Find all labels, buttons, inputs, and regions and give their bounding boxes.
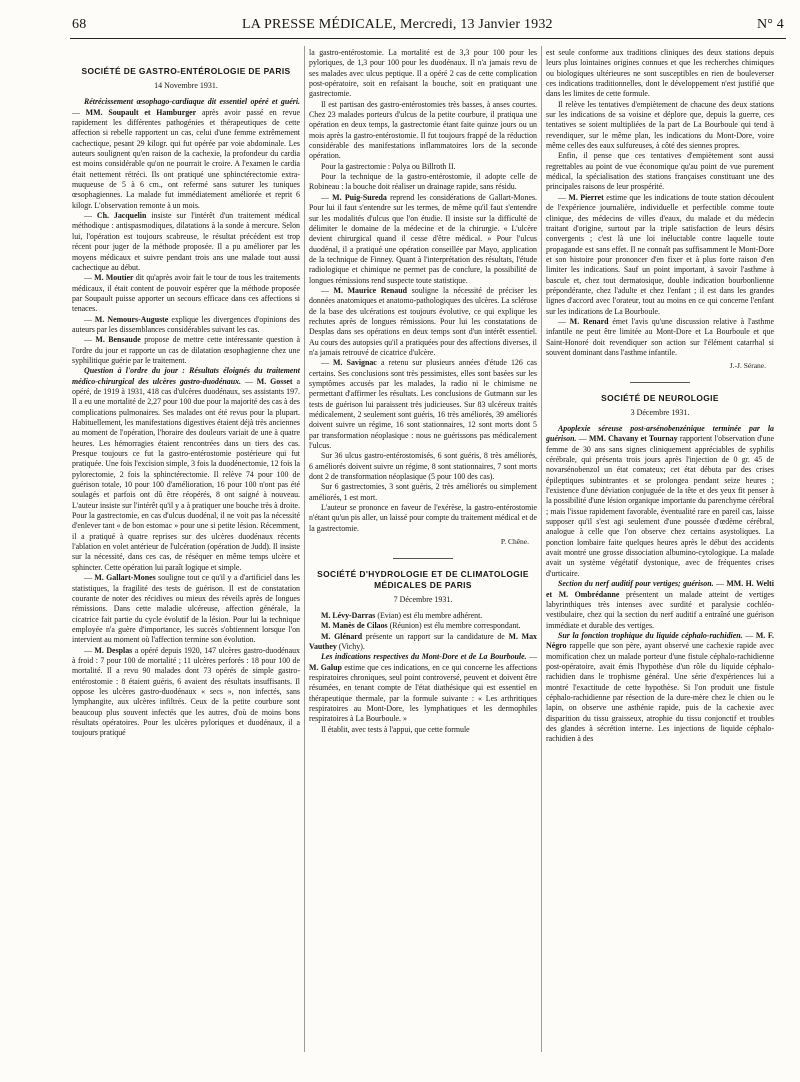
paragraph: — M. Renard émet l'avis qu'une discussion relative à l'asthme infantile ne peut être limitée au Mont-Dore et La Bourboule et que Saint-Honoré doit revendiquer son action sur l'élément catarrhal si souvent dominant dans l'asthme infantile. <box>546 316 774 357</box>
author-name: MM. H. Welti et M. Ombrédanne <box>546 579 774 599</box>
paragraph: — M. Nemours-Auguste explique les divergences d'opinions des auteurs par les dissemblances considérables suivant les cas. <box>72 314 300 334</box>
paragraph: Pour la technique de la gastro-entérostomie, il adopte celle de Robineau : la bouche doit réaliser un drainage rapide, sans résidu. <box>309 172 537 192</box>
author-name: M. Desplas <box>94 645 133 655</box>
issue-number: N° 4 <box>756 17 784 32</box>
paragraph: Sur 6 gastrectomies, 3 sont guéris, 2 très améliorés ou simplement améliorés, 1 est mort. <box>309 482 537 502</box>
section-title: SOCIÉTÉ DE NEUROLOGIE <box>601 392 719 403</box>
author-name: MM. Chavany et Tournay <box>588 434 678 444</box>
paragraph-text: estime que les indications de toute station découlent de l'expérience journalière, individuelle et perfectible comme toute clinique, des médecins de villes d'eaux, du malade et du médecin traitant d'origine, surtout par la triple satisfaction de leurs désirs convergents ; c'est là une loi inéluctable contre laquelle toute propagande est sans effet. Il ne connaît pas suffisamment le Mont-Dore et son histoire pour prononcer d'en fixer et à plus forte raison d'en limiter les indications. Sauf un point important, à savoir l'asthme à bascule et, chez tout dermatosique, double indication bourbonlienne prépondérante, chez l'adulte et chez l'enfant ; il est dans les grandes lignes d'accord avec l'orateur, tout au moins en ce qui concerne l'enfant sur les indications de La Bourboule. <box>546 192 774 316</box>
author-name: M. Galup <box>309 662 342 672</box>
paragraph: — M. Moutier dit qu'après avoir fait le tour de tous les traitements médicaux, il était content de pouvoir espérer que la méthode proposée par Soupault puisse apporter un secours efficace dans ces affections si tenaces. <box>72 273 300 314</box>
author-name: M. Nemours-Auguste <box>94 314 169 324</box>
paragraph: — M. Puig-Sureda reprend les considérations de Gallart-Mones. Pour lui il faut s'entendre sur les termes, de même qu'il faut s'entendre sur les modalités d'ulcus que l'on étudie. Il insiste sur la difficulté de délimiter le domaine de la médecine et de la chirurgie. « L'ulcère devient chirurgical quand il cesse d'être médical. » Pour l'ulcus duodénal, il a pratiqué une opération conseillée par Mayo, application de la technique de Finney. Quant à l'interprétation des résultats, l'étude radiologique et chimique ne permet pas de conclure, la possibilité de longues rémissions rend suspecte toute statistique. <box>309 192 537 285</box>
author-name: M. Lévy-Darras <box>321 610 376 620</box>
author-name: M. Gallart-Mones <box>94 573 156 583</box>
author-name: M. Bensaude <box>95 335 141 345</box>
paragraph: Il relève les tentatives d'empiètement de chacune des deux stations sur les indications de sa voisine et déplore que, depuis la guerre, ces tentatives se soient multipliées de la part de La Bourboule qui tend à revendiquer, sur le même plan, les indications du Mont-Dore, voire même celles des eaux sulfureuses, à côté des siennes propres. <box>546 99 774 151</box>
column-right <box>546 48 774 745</box>
author-name: M. Renard <box>569 316 609 326</box>
column-divider <box>304 46 305 1052</box>
paragraph-text: insiste sur l'intérêt d'un traitement médical méthodique : antispasmodiques, dilatations à la sonde à mercure. Selon lui, l'opération est toujours scabreuse, le résultat précédent est trop récent pour juger de la méthode proposée. Il a pu améliorer par les moyens médicaux et suivre pendant trois ans une malade tout aussi cachectique au début. <box>72 211 300 272</box>
column-left <box>72 48 300 739</box>
paragraph <box>309 621 537 631</box>
paragraph-text: (Evian) est élu membre adhérent. <box>377 610 483 620</box>
paragraph-text: estime que ces indications, en ce qui concerne les affections respiratoires chroniques, seul point controversé, peuvent et doivent être résumées, en tenant compte de l'état diathésique qui est essentiel en thérapeutique thermale, par la formule suivante : « Les arthritiques respiratoires au Mont-Dore, les lymphatiques et les dermophiles respiratoires à La Bourboule. » <box>309 662 537 724</box>
section-separator <box>630 382 690 383</box>
page-header <box>72 17 784 35</box>
author-name: M. Moutier <box>94 273 134 283</box>
paragraph: Sur la fonction trophique du liquide céphalo-rachidien. — M. F. Négro rappelle que son père, ayant observé une cachexie rapide avec momification chez un malade porteur d'une fistule céphalo-rachidienne post-opératoire, avait émis l'hypothèse d'un rôle du liquide céphalo-rachidien dans le trophisme général. Une série d'expériences lui a montré l'exactitude de cette hypothèse. Si l'on produit une fistule céphalo-rachidienne par résection de la dure-mère chez le chien ou le lapin, on observe une asthénie rapide, puis de la cachexie avec disparition du tissu graisseux, atrophie du tissu conjonctif et troubles des glandes à sécrétion interne. Les injections de liquide céphalo-rachidien à des <box>546 630 774 744</box>
paragraph: — M. Savignac a retenu sur plusieurs années d'étude 126 cas certains. Ses conclusions sont très pessimistes, elles sont basées sur les symptômes accusés par les malades, la radio ni le chimisme ne permettant d'affirmer les résultats. Les conclusions de Gutmann sur les tests de guérison lui paraissent très judicieuses. Sur 83 ulcéreux traités médicalement, 2 seulement sont guéris, 16 très améliorés, 39 améliorés doivent suivre un régime, 16 sont stationnaires, 12 sont morts dont 5 par transformation néoplasique : nous ne guérissons pas médicalement l'ulcus. <box>309 358 537 451</box>
page-number: 68 <box>72 17 87 32</box>
paragraph-text: (Vichy). <box>338 641 365 651</box>
paragraph-text: souligne tout ce qu'il y a d'artificiel dans les statistiques, la fragilité des tests de guérison. Il est de constatation courante de noter des récidives ou mieux des réveils après de longues rémissions. Dans cette maladie ulcéreuse, affection générale, la cicatrice fait partie du cycle évolutif de la lésion. Pour lui la technique employée n'a guère d'importance, les succès s'obtiennent lorsque l'on intervient au moment où l'affection termine son évolution. <box>72 573 301 645</box>
author-name: M. Max Vauthey <box>309 631 537 651</box>
paragraph-text: souligne la nécessité de préciser les données anatomiques et anatomo-pathologiques des ulcères. La sclérose de la base des ulcérations est toujours évolutive, ce qui explique les rechutes après de longues rémissions. Pour lui les constatations de Desplas dans ses opérations en deux temps sont d'un intérêt essentiel. Au cours des autopsies qu'il a pratiquées pour des affections diverses, il n'a jamais retrouvé de cicatrice d'ulcère. <box>309 285 537 357</box>
communication-title: Section du nerf auditif pour vertiges; guérison. <box>558 579 714 589</box>
author-name: M. F. Négro <box>546 630 774 651</box>
paragraph: Les indications respectives du Mont-Dore et de La Bourboule. — M. Galup estime que ces indications, en ce qui concerne les affections respiratoires chroniques, seul point controversé, peuvent et doivent être résumées, en tenant compte de l'état diathésique qui est essentiel en thérapeutique thermale, par la formule suivante : « Les arthritiques respiratoires au Mont-Dore, les lymphatiques et les dermophiles respiratoires à La Bourboule. » <box>309 652 537 724</box>
author-name: M. Maurice Renaud <box>333 285 408 295</box>
paragraph-text: explique les divergences d'opinions des auteurs par les dissemblances considérables suivant les cas. <box>72 314 300 334</box>
column-divider <box>541 46 542 1052</box>
paragraph-text: émet l'avis qu'une discussion relative à l'asthme infantile ne peut être limitée au Mont-Dore et La Bourboule et que Saint-Honoré doit revendiquer son action sur l'élément catarrhal si souvent dominant dans l'asthme infantile. <box>546 316 774 357</box>
section-title: SOCIÉTÉ D'HYDROLOGIE ET DE CLIMATOLOGIE MÉDICALES DE PARIS <box>317 568 529 590</box>
paragraph-text: (Réunion) est élu membre correspondant. <box>389 621 521 631</box>
paragraph-text: rappelle que son père, ayant observé une cachexie rapide avec momification chez un malade porteur d'une fistule céphalo-rachidienne post-opératoire, avait émis l'hypothèse d'un rôle du liquide céphalo-rachidien dans le trophisme général. Une série d'expériences lui a montré l'exactitude de cette hypothèse. Si l'on produit une fistule céphalo-rachidienne par résection de la dure-mère chez le chien ou le lapin, on observe une asthénie rapide, puis de la cachexie avec disparition du tissu graisseux, atrophie du tissu conjonctif et troubles des glandes à sécrétion interne. Les injections de liquide céphalo-rachidien à des <box>546 641 774 744</box>
section-title: SOCIÉTÉ DE GASTRO-ENTÉROLOGIE DE PARIS <box>81 66 291 76</box>
signature: P. Chêne. <box>500 537 529 547</box>
paragraph: — M. Pierret estime que les indications de toute station découlent de l'expérience journalière, individuelle et perfectible comme toute clinique, des médecins de villes d'eaux, du malade et du médecin traitant d'origine, surtout par la triple satisfaction de leurs désirs convergents ; c'est là une loi inéluctable contre laquelle toute propagande est sans effet. Il ne connaît pas suffisamment le Mont-Dore et son histoire pour prononcer d'en fixer et à plus forte raison d'en limiter les indications. Sauf un point important, à savoir l'asthme à bascule et, chez tout dermatosique, double indication bourbonlienne prépondérante, chez l'adulte et chez l'enfant ; il est dans les grandes lignes d'accord avec l'orateur, tout au moins en ce qui concerne l'enfant sur les indications de La Bourboule. <box>546 192 774 316</box>
communication-title: Rétrécissement œsophago-cardiaque dit essentiel opéré et guéri. <box>84 97 300 107</box>
paragraph: Sur 36 ulcus gastro-entérostomisés, 6 sont guéris, 8 très améliorés, 6 améliorés doivent suivre un régime, 8 sont stationnaires, 7 sont morts dont 2 de transformation néoplasique (5 pour 100 des cas). <box>309 451 537 482</box>
column-middle <box>309 48 537 735</box>
author-name: M. Savignac <box>333 358 377 368</box>
author-name: M. Pierret <box>568 192 604 202</box>
paragraph-text: après avoir passé en revue rapidement les différentes pathogénies et thérapeutiques de cette affection si rebelle rapportent un cas, celui d'une femme extrêmement cachectique, pesant 29 kilogr. qui fut opérée par voie abdominale. Les auteurs soulignent qu'en raison de la cachexie, la profondeur du cardia est moins considérable qu'on ne pourrait le croire. A l'examen le cardia était nettement rétréci. Ils ont pratiqué une sphinctérectomie extra-muqueuse de 5 à 6 cm., ont refermé sans suturer les tuniques œsophagiennes. La malade fut immédiatement améliorée et reprit 6 kilogr. L'observation remonte à un mois. <box>72 107 300 210</box>
paragraph-text: a opéré, de 1919 à 1931, 418 cas d'ulcères duodénaux, ses assistants 197. Il a eu une mortalité de 2,27 pour 100 due pour la majorité des cas à des complications pulmonaires. Ses malades ont été revus pour la plupart. Habituellement, les manifestations digestives étaient déjà très anciennes au moment de l'opération, l'horaire des douleurs variait de une à quatre heures. Les hémorragies étaient rencontrées dans un tiers des cas. Presque toujours ce fut la gastro-entérostomie postérieure qui fut pratiquée. Une fois l'excision simple, 3 fois la duodénectomie, 12 fois la pylorectomie, 2 fois la sphinctérectomie. Il relève 74 pour 100 de guérison totale, 10 pour 100 d'amélioration, 16 pour 100 n'ont pas été soulagés et parfois ont dû être réopérés, 8 ont saigné à nouveau. L'auteur insiste sur l'intérêt qu'il y a à pratiquer une bouche très à droite. Pour la gastrectomie, en cas d'ulcus duodénal, il ne voit pas la nécessité d'enlever tant « de bon estomac » pour une si petite lésion. Récemment, il a pratiqué à quatre reprises sur des ulcères duodénaux récents l'ablation en volet antérieur de l'ulcération (opération de Judd). Il insiste sur la nécessité, dans ces cas, de réséquer en même temps ulcère et sphincter. Cette opération lui paraît logique et simple. <box>72 376 301 572</box>
paragraph: L'auteur se prononce en faveur de l'exérèse, la gastro-entérostomie n'étant qu'un pis aller, un laissé pour compte du traitement médical et de la gastrectomie. <box>309 503 537 533</box>
paragraph <box>309 611 537 621</box>
author-name: M. Gosset <box>256 376 293 386</box>
paragraph <box>309 632 537 653</box>
author-name: Ch. Jacquelin <box>96 211 147 221</box>
paragraph: Il est partisan des gastro-entérostomies très basses, à anses courtes. Chez 23 malades porteurs d'ulcus de la petite courbure, il pratiqua une opération en deux temps, la gastrectomie étant faite quinze jours ou un mois après la gastro-entérostomie. Il fut toujours frappé de la réduction considérable des manifestations inflammatoires lors de la seconde opération. <box>309 99 537 161</box>
section-date: 3 Décembre 1931. <box>630 407 690 417</box>
paragraph: Question à l'ordre du jour : Résultats éloignés du traitement médico-chirurgical des ulcères gastro-duodénaux. — M. Gosset a opéré, de 1919 à 1931, 418 cas d'ulcères duodénaux, ses assistants 197. Il a eu une mortalité de 2,27 pour 100 due pour la majorité des cas à des complications pulmonaires. Ses malades ont été revus pour la plupart. Habituellement, les manifestations digestives étaient déjà très anciennes au moment de l'opération, l'horaire des douleurs variait de une à quatre heures. Les hémorragies étaient rencontrées dans un tiers des cas. Presque toujours ce fut la gastro-entérostomie postérieure qui fut pratiquée. Une fois l'excision simple, 3 fois la duodénectomie, 12 fois la pylorectomie, 2 fois la sphinctérectomie. Il relève 74 pour 100 de guérison totale, 10 pour 100 d'amélioration, 16 pour 100 n'ont pas été soulagés et parfois ont dû être réopérés, 8 ont saigné à nouveau. L'auteur insiste sur l'intérêt qu'il y a à pratiquer une bouche très à droite. Pour la gastrectomie, en cas d'ulcus duodénal, il ne voit pas la nécessité d'enlever tant « de bon estomac » pour une si petite lésion. Récemment, il a pratiqué à quatre reprises sur des ulcères duodénaux récents l'ablation en volet antérieur de l'ulcération (opération de Judd). Il insiste sur la nécessité, dans ces cas, de réséquer en même temps ulcère et sphincter. Cette opération lui paraît logique et simple. <box>72 366 301 572</box>
paragraph-text: rapportent l'observation d'une femme de 30 ans sans signes cliniquement appréciables de syphilis cérébrale, qui présenta trois jours après l'injection de 0 gr. 45 de novarsénobenzol un état comateux; cet état débuta par des crises épileptiques subintrantes et se prolongea pendant seize heures ; l'existence d'une déviation conjuguée de la tête et des yeux fit penser à la possibilité d'une lésion organique importante du parenchyme cérébral ; mais l'issue rapidement favorable, éventualité rare en pareil cas, laisse supposer qu'il s'est agi seulement d'une poussée d'œdème cérébral, analogue à celle que l'on observe chez certains asystoliques. La ponction lombaire faite quelques heures après le début des accidents avait montré une grosse dissociation albumino-cytologique. La malade avait un système végétatif dystonique, avec de fréquentes crises d'urticaire. <box>546 434 774 578</box>
section-date: 7 Décembre 1931. <box>393 594 453 604</box>
signature: J.-J. Sérane. <box>729 361 766 371</box>
author-name: M. Manès de Cilaos <box>321 621 388 631</box>
paragraph: Section du nerf auditif pour vertiges; guérison. — MM. H. Welti et M. Ombrédanne présentent un malade atteint de vertiges labyrinthiques très intenses avec surdité et paralysie cochléo-vestibulaire, chez qui la section du nerf auditif a entraîné une guérison immédiate et durable des vertiges. <box>546 579 774 630</box>
paragraph-text: présente un rapport sur la candidature de <box>365 631 505 641</box>
paragraph-text: dit qu'après avoir fait le tour de tous les traitements médicaux, il était content de pouvoir espérer que la méthode proposée par Soupault puisse apporter un secours efficace dans ces affections si tenaces. <box>72 273 300 314</box>
section-date: 14 Novembre 1931. <box>154 81 218 90</box>
paragraph: est seule conforme aux traditions cliniques des deux stations depuis leurs plus lointaines origines connues et que les recherches chimiques ou biologiques ultérieures ne sont susceptibles en rien de bouleverser ces indications traditionnelles, dont le développement n'est justifié que dans les limites de cette formule. <box>546 48 774 99</box>
author-name: M. Glénard <box>321 631 363 641</box>
author-name: MM. Soupault et Hamburger <box>85 107 197 117</box>
section-separator <box>393 558 453 559</box>
header-rule <box>70 38 786 39</box>
paragraph: — Ch. Jacquelin insiste sur l'intérêt d'un traitement médical méthodique : antispasmodiques, dilatations à la sonde à mercure. Selon lui, l'opération est toujours scabreuse, le résultat précédent est trop récent pour juger de la méthode proposée. Il a pu améliorer par les moyens médicaux et suivre pendant trois ans une malade tout aussi cachectique au début. <box>72 211 300 272</box>
paragraph-text: propose de mettre cette intéressante question à l'ordre du jour et rapporte un cas de dilatation œsophagienne chez une syphilitique guérie par le traitement. <box>72 335 300 365</box>
journal-title: LA PRESSE MÉDICALE, Mercredi, 13 Janvier 1932 <box>242 17 553 32</box>
paragraph: — M. Gallart-Mones souligne tout ce qu'il y a d'artificiel dans les statistiques, la fragilité des tests de guérison. Il est de constatation courante de noter des récidives ou mieux des réveils après de longues rémissions. Dans cette maladie ulcéreuse, affection générale, la cicatrice fait partie du cycle évolutif de la lésion. Pour lui la technique employée n'a guère d'importance, les succès s'obtiennent lorsque l'on intervient au moment où l'affection termine son évolution. <box>72 573 301 645</box>
paragraph: Apoplexie séreuse post-arsénobenzénique terminée par la guérison. — MM. Chavany et Tournay rapportent l'observation d'une femme de 30 ans sans signes cliniquement appréciables de syphilis cérébrale, qui présenta trois jours après l'injection de 0 gr. 45 de novarsénobenzol un état comateux; cet état débuta par des crises épileptiques subintrantes et se prolongea pendant seize heures ; l'existence d'une déviation conjuguée de la tête et des yeux fit penser à la possibilité d'une lésion organique importante du parenchyme cérébral ; mais l'issue rapidement favorable, éventualité rare en pareil cas, laisse supposer qu'il s'est agi seulement d'une poussée d'œdème cérébral, analogue à celle que l'on observe chez certains asystoliques. La ponction lombaire faite quelques heures après le début des accidents avait montré une grosse dissociation albumino-cytologique. La malade avait un système végétatif dystonique, avec de fréquentes crises d'urticaire. <box>546 424 774 578</box>
paragraph-text: présentent un malade atteint de vertiges labyrinthiques très intenses avec surdité et paralysie cochléo-vestibulaire, chez qui la section du nerf auditif a entraîné une guérison immédiate et durable des vertiges. <box>546 589 774 630</box>
paragraph: — M. Bensaude propose de mettre cette intéressante question à l'ordre du jour et rapporte un cas de dilatation œsophagienne chez une syphilitique guérie par le traitement. <box>72 335 300 365</box>
communication-title: Sur la fonction trophique du liquide céphalo-rachidien. <box>558 630 743 640</box>
communication-title: Les indications respectives du Mont-Dore et de La Bourboule. <box>321 652 527 662</box>
paragraph: Rétrécissement œsophago-cardiaque dit essentiel opéré et guéri. — MM. Soupault et Hamburger après avoir passé en revue rapidement les différentes pathogénies et thérapeutiques de cette affection si rebelle rapportent un cas, celui d'une femme extrêmement cachectique, pesant 29 kilogr. qui fut opérée par voie abdominale. Les auteurs soulignent qu'en raison de la cachexie, la profondeur du cardia est moins considérable qu'on ne pourrait le croire. A l'examen le cardia était nettement rétréci. Ils ont pratiqué une sphinctérectomie extra-muqueuse de 5 à 6 cm., ont refermé sans suturer les tuniques œsophagiennes. La malade fut immédiatement améliorée et reprit 6 kilogr. L'observation remonte à un mois. <box>72 97 300 210</box>
paragraph: Il établit, avec tests à l'appui, que cette formule <box>321 724 470 734</box>
paragraph: Pour la gastrectomie : Polya ou Billroth II. <box>321 161 456 171</box>
communication-title: Apoplexie séreuse post-arsénobenzénique terminée par la guérison. <box>546 424 774 444</box>
paragraph: la gastro-entérostomie. La mortalité est de 3,3 pour 100 pour les pyloriques, de 1,3 pour 100 pour les duodénaux. Il n'a jamais revu de ses malades avec ulcus peptique. Il a opéré 2 cas de cette complication post-opératoire, soit en refaisant la bouche, soit en pratiquant une gastrectomie. <box>309 48 537 99</box>
paragraph-text: a retenu sur plusieurs années d'étude 126 cas certains. Ses conclusions sont très pessimistes, elles sont basées sur les symptômes accusés par les malades, la radio ni le chimisme ne permettant d'affirmer les résultats. Les conclusions de Gutmann sur les tests de guérison lui paraissent très judicieuses. Sur 83 ulcéreux traités médicalement, 2 seulement sont guéris, 16 très améliorés, 39 améliorés doivent suivre un régime, 16 sont stationnaires, 12 sont morts dont 5 par transformation néoplasique : nous ne guérissons pas médicalement l'ulcus. <box>309 358 537 451</box>
paragraph: Enfin, il pense que ces tentatives d'empiètement sont aussi regrettables au point de vue économique qu'au point de vue purement médical, la spécialisation des stations françaises constituant une des principales raisons de leur prospérité. <box>546 151 774 192</box>
paragraph-text: a opéré depuis 1920, 147 ulcères gastro-duodénaux à froid : 7 pour 100 de mortalité ; 11 ulcères perforés : 18 pour 100 de mortalité. Il a revu 90 malades dont 73 opérés de simple gastro-entérostomie : 8 étaient guéris, 6 avaient des résultats insuffisants. Il oppose les ulcères gastro-duodénaux « secs », non infectés, sans lymphangite, aux ulcères infiltrés. Ceux de la petite courbure sont beaucoup plus souvent infectés que les autres, d'où de moins bons résultats opératoires. Pour les ulcères pyloriques et duodénaux, il a toujours pratiqué <box>72 645 300 738</box>
communication-title: Question à l'ordre du jour : Résultats éloignés du traitement médico-chirurgical des ulcères gastro-duodénaux. <box>72 366 300 386</box>
paragraph-text: reprend les considérations de Gallart-Mones. Pour lui il faut s'entendre sur les termes, de même qu'il faut s'entendre sur les modalités d'ulcus que l'on étudie. Il insiste sur la difficulté de délimiter le domaine de la médecine et de la chirurgie. « L'ulcère devient chirurgical quand il cesse d'être médical. » Pour l'ulcus duodénal, il a pratiqué une opération conseillée par Mayo, application de la technique de Finney. Quant à l'interprétation des résultats, l'étude radiologique et chimique ne permet pas de conclure, la possibilité de longues rémissions rend suspecte toute statistique. <box>309 192 537 285</box>
paragraph: — M. Maurice Renaud souligne la nécessité de préciser les données anatomiques et anatomo-pathologiques des ulcères. La sclérose de la base des ulcérations est toujours évolutive, ce qui explique les rechutes après de longues rémissions. Pour lui les constatations de Desplas dans ses opérations en deux temps sont d'un intérêt essentiel. Au cours des autopsies qu'il a pratiquées pour des affections diverses, il n'a jamais retrouvé de cicatrice d'ulcère. <box>309 285 537 357</box>
author-name: M. Puig-Sureda <box>332 192 387 202</box>
paragraph: — M. Desplas a opéré depuis 1920, 147 ulcères gastro-duodénaux à froid : 7 pour 100 de mortalité ; 11 ulcères perforés : 18 pour 100 de mortalité. Il a revu 90 malades dont 73 opérés de simple gastro-entérostomie : 8 étaient guéris, 6 avaient des résultats insuffisants. Il oppose les ulcères gastro-duodénaux « secs », non infectés, sans lymphangite, aux ulcères infiltrés. Ceux de la petite courbure sont beaucoup plus souvent infectés que les autres, d'où de moins bons résultats opératoires. Pour les ulcères pyloriques et duodénaux, il a toujours pratiqué <box>72 645 300 738</box>
